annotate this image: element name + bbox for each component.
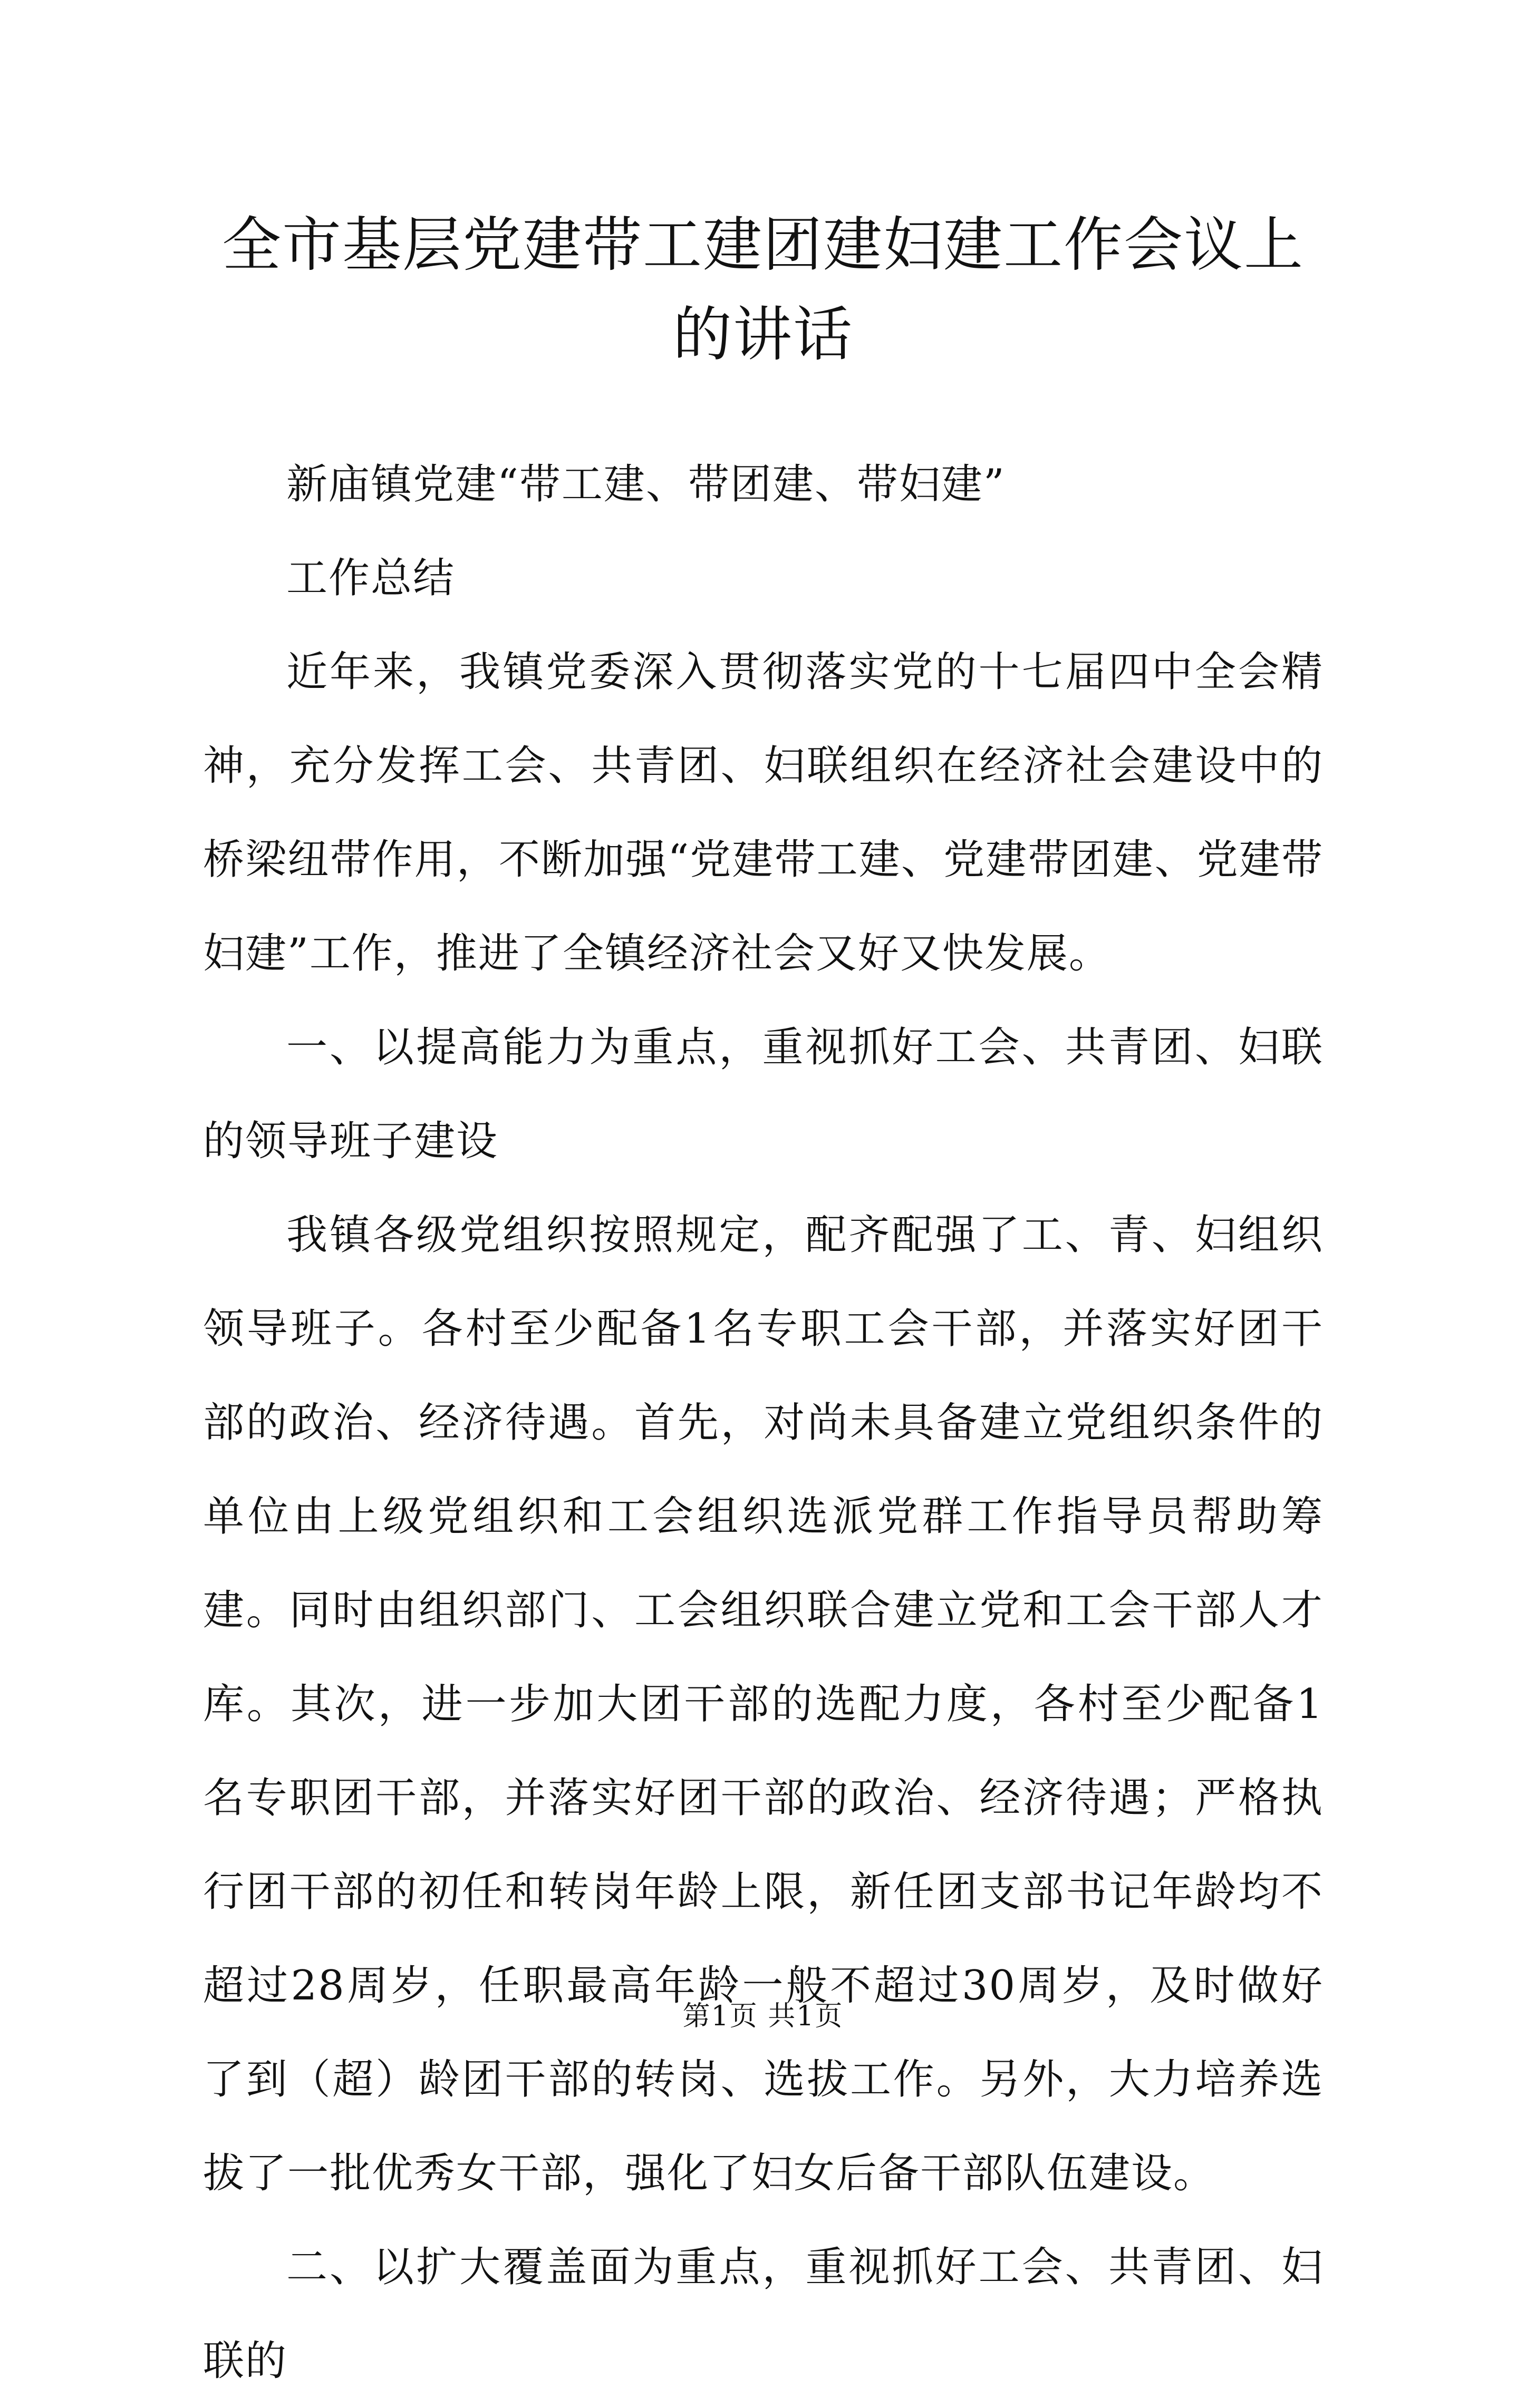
paragraph-subtitle-line2: 工作总结 [286, 555, 456, 602]
paragraph-section-body-1: 我镇各级党组织按照规定，配齐配强了工、青、妇组织领导班子。各村至少配备1名专职工会干部，并落实好团干部的政治、经济待遇。首先，对尚未具备建立党组织条件的单位由上级党组织和工会组织选派党群工作指导员帮助筹建。同时由组织部门、工会组织联合建立党和工会干部人才库。其次，进一步加大团干部的选配力度，各村至少配备1名专职团干部，并落实好团干部的政治、经济待遇；严格执行团干部的初任和转岗年龄上限，新任团支部书记年龄均不超过28周岁，任职最高年龄一般不超过30周岁，及时做好了到（超）龄团干部的转岗、选拔工作。另外，大力培养选拔了一批优秀女干部，强化了妇女后备干部队伍建设。 [203, 1211, 1324, 2197]
paragraph-section-heading-1: 一、以提高能力为重点，重视抓好工会、共青团、妇联的领导班子建设 [203, 1024, 1324, 1165]
paragraph-section-heading-2: 二、以扩大覆盖面为重点，重视抓好工会、共青团、妇联的 [203, 2244, 1324, 2385]
paragraph-subtitle-line1: 新庙镇党建“带工建、带团建、带妇建” [286, 461, 1006, 508]
document-body [203, 438, 1324, 2408]
paragraph-intro: 近年来，我镇党委深入贯彻落实党的十七届四中全会精神，充分发挥工会、共青团、妇联组织在经济社会建设中的桥梁纽带作用，不断加强“党建带工建、党建带团建、党建带妇建”工作，推进了全镇经济社会又好又快发展。 [203, 648, 1324, 977]
document-title: 全市基层党建带工建团建妇建工作会议上的讲话 [222, 211, 1304, 369]
page-footer: 第1页 共1页 [682, 2001, 844, 2032]
